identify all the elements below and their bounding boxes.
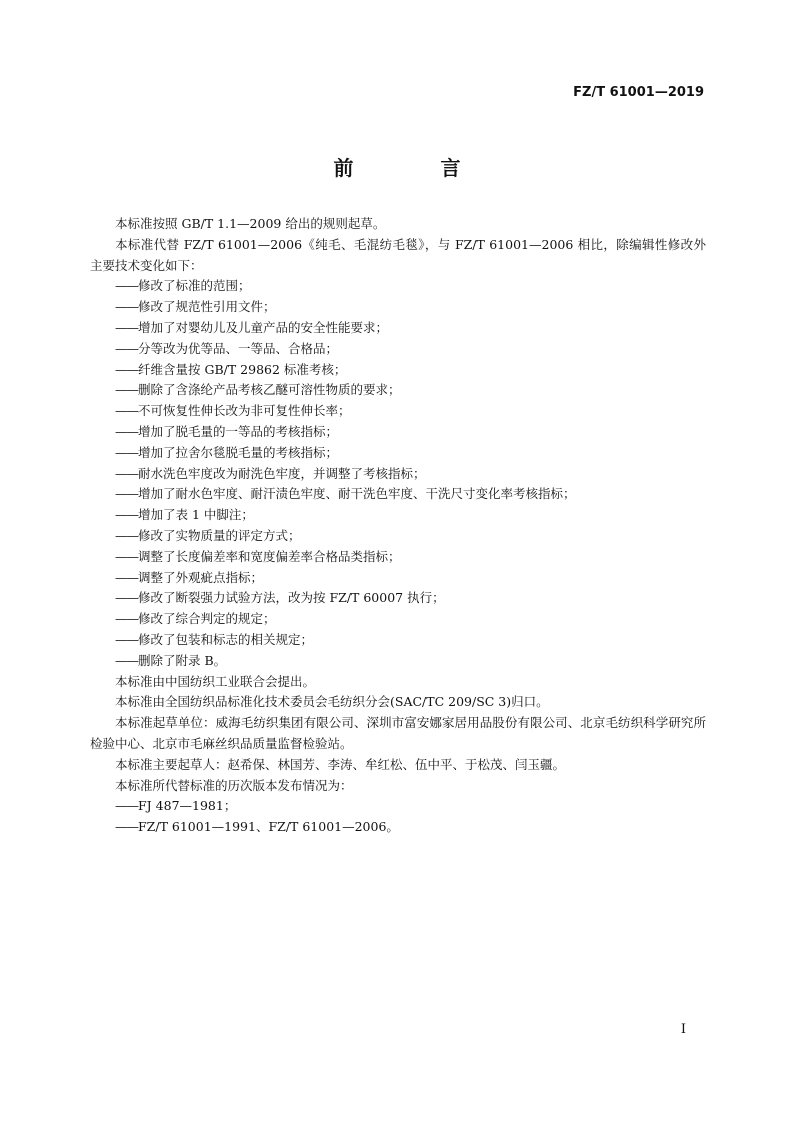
change-item <box>90 380 706 401</box>
dash-marker: —— <box>115 465 138 481</box>
change-text: 修改了标准的范围； <box>138 278 251 294</box>
dash-marker: —— <box>115 278 138 294</box>
history-item <box>90 796 706 817</box>
change-text: 修改了包装和标志的相关规定； <box>138 631 314 647</box>
dash-marker: —— <box>115 652 138 668</box>
dash-marker: —— <box>115 798 138 814</box>
dash-marker: —— <box>115 569 138 585</box>
dash-marker: —— <box>115 819 138 835</box>
paragraph-history-intro: 本标准所代替标准的历次版本发布情况为： <box>115 777 353 793</box>
foreword-body <box>90 214 706 838</box>
dash-marker: —— <box>115 340 138 356</box>
change-text: 增加了拉舍尔毯脱毛量的考核指标； <box>138 444 339 460</box>
change-item <box>90 276 706 297</box>
change-text: 修改了规范性引用文件； <box>138 299 276 315</box>
paragraph-drafting-rules: 本标准按照 GB/T 1.1—2009 给出的规则起草。 <box>115 216 386 231</box>
paragraph-proposer: 本标准由中国纺织工业联合会提出。 <box>115 673 316 689</box>
change-text: 修改了综合判定的规定； <box>138 611 276 627</box>
document-code: FZ/T 61001—2019 <box>573 85 704 100</box>
change-text: 耐水洗色牢度改为耐洗色牢度，并调整了考核指标； <box>138 465 426 481</box>
change-text: 纤维含量按 GB/T 29862 标准考核； <box>138 361 347 377</box>
change-text: 删除了附录 B。 <box>138 652 227 668</box>
change-item <box>90 339 706 360</box>
change-text: 增加了脱毛量的一等品的考核指标； <box>138 423 339 439</box>
paragraph-drafters: 本标准主要起草人：赵希保、林国芳、李涛、牟红松、伍中平、于松茂、闫玉疆。 <box>115 756 566 772</box>
change-item <box>90 297 706 318</box>
change-item <box>90 588 706 609</box>
change-item <box>90 547 706 568</box>
dash-marker: —— <box>115 444 138 460</box>
change-item <box>90 360 706 381</box>
dash-marker: —— <box>115 299 138 315</box>
dash-marker: —— <box>115 611 138 627</box>
change-text: 增加了表 1 中脚注； <box>138 507 254 523</box>
changes-list <box>90 276 706 671</box>
change-item <box>90 318 706 339</box>
change-text: 分等改为优等品、一等品、合格品； <box>138 340 339 356</box>
paragraph-replacement: 本标准代替 FZ/T 61001—2006《纯毛、毛混纺毛毯》，与 FZ/T 61001—2006 相比，除编辑性修改外主要技术变化如下： <box>90 236 706 273</box>
paragraph-drafting-units: 本标准起草单位：威海毛纺织集团有限公司、深圳市富安娜家居用品股份有限公司、北京毛纺织科学研究所检验中心、北京市毛麻丝织品质量监督检验站。 <box>90 715 706 751</box>
change-text: 增加了耐水色牢度、耐汗渍色牢度、耐干洗色牢度、干洗尺寸变化率考核指标； <box>138 486 576 502</box>
dash-marker: —— <box>115 382 138 398</box>
change-text: 调整了外观疵点指标； <box>138 569 264 585</box>
dash-marker: —— <box>115 486 138 502</box>
change-text: 增加了对婴幼儿及儿童产品的安全性能要求； <box>138 319 389 335</box>
history-text: FZ/T 61001—1991、FZ/T 61001—2006。 <box>138 819 399 835</box>
change-item <box>90 568 706 589</box>
dash-marker: —— <box>115 631 138 647</box>
change-item <box>90 651 706 672</box>
dash-marker: —— <box>115 590 138 606</box>
change-item <box>90 609 706 630</box>
page-number: I <box>680 1022 686 1037</box>
dash-marker: —— <box>115 507 138 523</box>
dash-marker: —— <box>115 527 138 543</box>
change-item <box>90 526 706 547</box>
change-item <box>90 401 706 422</box>
change-item <box>90 484 706 505</box>
change-item <box>90 422 706 443</box>
change-text: 修改了实物质量的评定方式； <box>138 527 301 543</box>
history-text: FJ 487—1981； <box>138 798 237 814</box>
dash-marker: —— <box>115 361 138 377</box>
change-item <box>90 505 706 526</box>
change-item <box>90 630 706 651</box>
page-title: 前 言 <box>333 156 501 180</box>
dash-marker: —— <box>115 319 138 335</box>
change-item <box>90 464 706 485</box>
dash-marker: —— <box>115 403 138 419</box>
change-text: 不可恢复性伸长改为非可复性伸长率； <box>138 403 351 419</box>
history-list <box>90 796 706 838</box>
change-item <box>90 443 706 464</box>
dash-marker: —— <box>115 548 138 564</box>
change-text: 修改了断裂强力试验方法，改为按 FZ/T 60007 执行； <box>138 590 445 606</box>
paragraph-committee: 本标准由全国纺织品标准化技术委员会毛纺织分会(SAC/TC 209/SC 3)归口。 <box>115 694 549 710</box>
history-item <box>90 817 706 838</box>
dash-marker: —— <box>115 423 138 439</box>
change-text: 删除了含涤纶产品考核乙醚可溶性物质的要求； <box>138 382 401 398</box>
change-text: 调整了长度偏差率和宽度偏差率合格品类指标； <box>138 548 401 564</box>
